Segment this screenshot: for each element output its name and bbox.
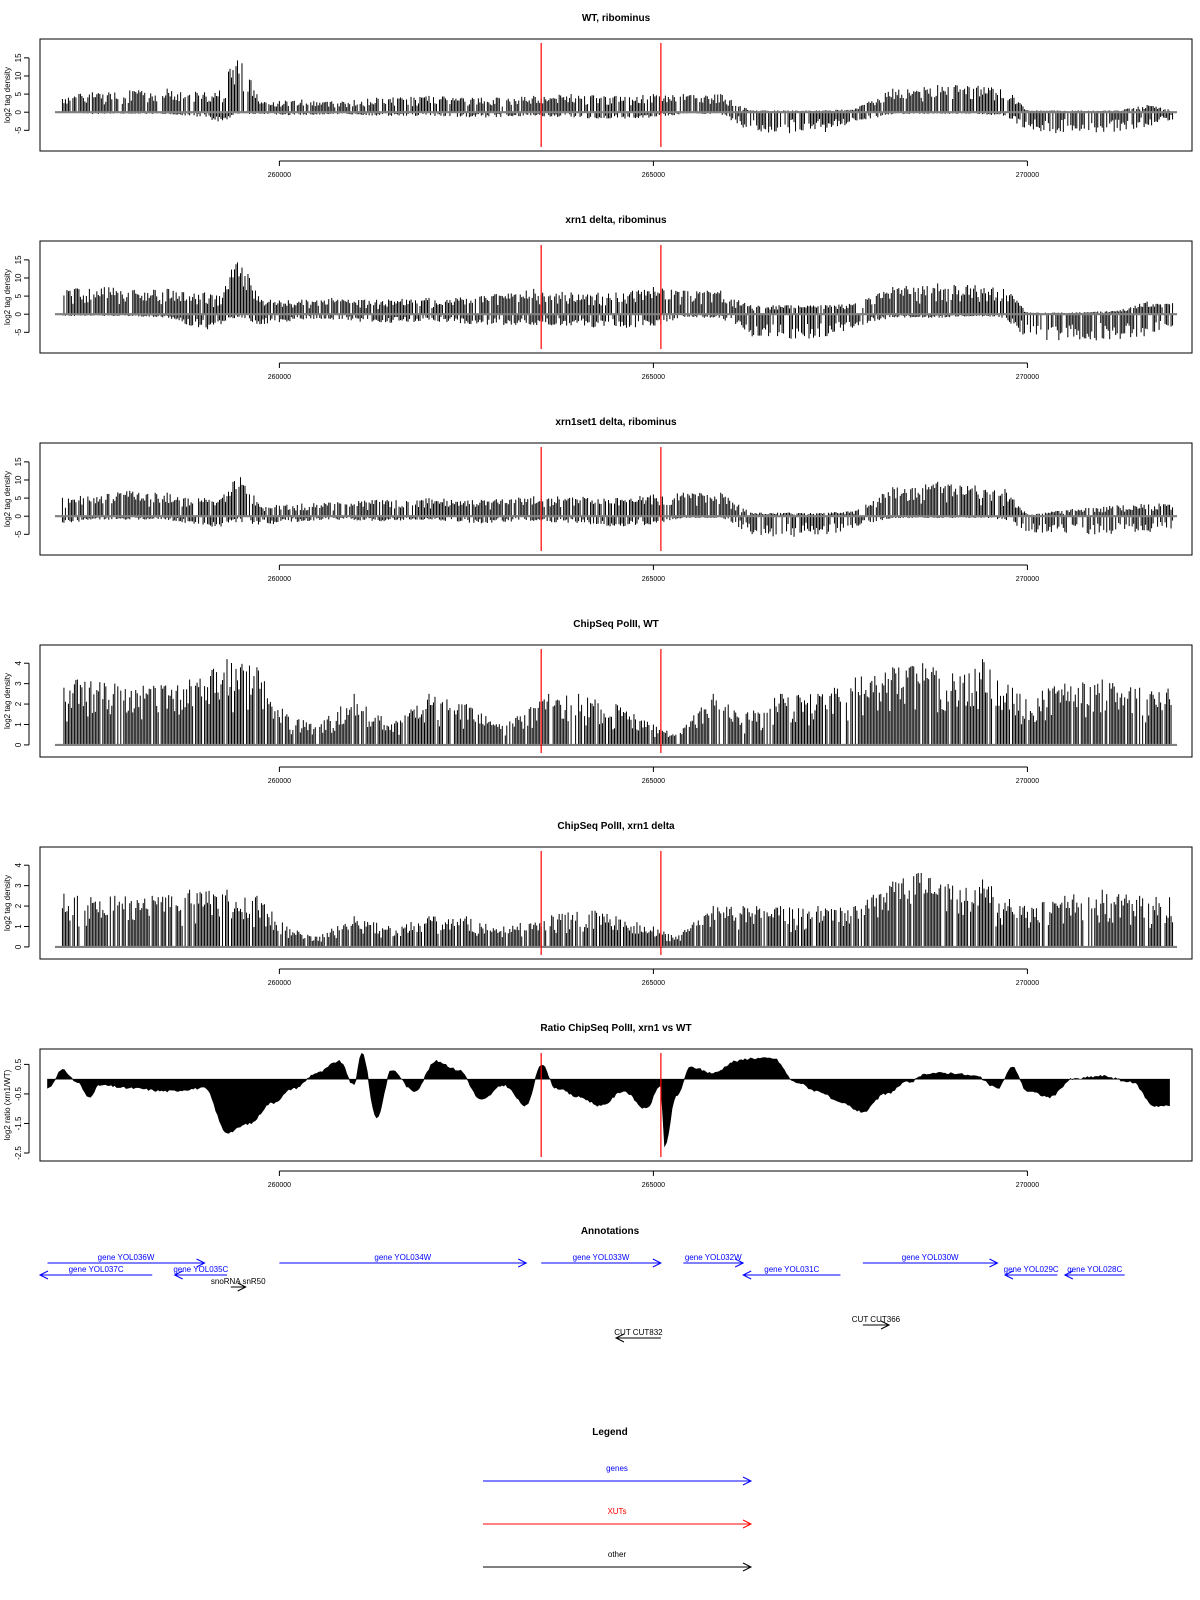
y-tick-label: 10 [14,475,23,485]
y-tick-label: 2 [14,701,23,707]
y-tick-label: 5 [14,293,23,299]
y-tick-label: 5 [14,91,23,97]
chart-title: ChipSeq PolII, WT [573,619,659,630]
y-tick-label: 0 [14,311,23,317]
y-tick-label: 0 [14,109,23,115]
bar-series [62,262,1172,340]
y-tick-label: 5 [14,495,23,501]
x-tick-label: 265000 [641,980,666,987]
y-tick-label: 4 [14,862,23,868]
y-axis-label: log2 tag density [3,672,12,730]
chart-panel [3,821,1192,987]
chart-panel [3,417,1192,583]
data-layer [55,245,1177,349]
track-panels [3,13,1192,1189]
y-axis-label: log2 tag density [3,470,12,528]
x-tick-label: 265000 [641,778,666,785]
y-tick-label: 3 [14,681,23,686]
y-tick-label: 15 [14,255,23,265]
x-tick-label: 270000 [1015,778,1040,785]
y-tick-label: 10 [14,273,23,283]
chart-panel [3,13,1192,179]
chart-panel [3,215,1192,381]
data-layer [55,43,1177,147]
y-tick-label: 0 [14,944,23,950]
y-axis-label: log2 tag density [3,268,12,326]
y-tick-label: 0 [14,513,23,519]
chart-title: xrn1set1 delta, ribominus [555,417,677,428]
y-tick-label: -5 [14,328,23,336]
y-tick-label: 15 [14,457,23,467]
y-tick-label: -5 [14,530,23,538]
bar-series [62,60,1172,133]
y-tick-label: 3 [14,883,23,888]
x-tick-label: 260000 [267,172,292,179]
x-tick-label: 260000 [267,778,292,785]
x-tick-label: 265000 [641,172,666,179]
x-tick-label: 260000 [267,374,292,381]
y-axis-label: log2 tag density [3,66,12,124]
chart-panel [3,619,1192,785]
bar-series [64,659,1171,745]
bar-series [62,477,1172,537]
data-layer [55,447,1177,551]
chart-title: ChipSeq PolII, xrn1 delta [557,821,675,832]
y-tick-label: 10 [14,71,23,81]
x-tick-label: 265000 [641,576,666,583]
data-layer [55,649,1177,753]
data-layer [55,851,1177,955]
x-tick-label: 260000 [267,980,292,987]
x-tick-label: 270000 [1015,374,1040,381]
chart-title: WT, ribominus [581,13,651,24]
x-tick-label: 270000 [1015,172,1040,179]
x-tick-label: 270000 [1015,980,1040,987]
y-tick-label: 2 [14,903,23,909]
y-tick-label: 0 [14,742,23,748]
chart-title: xrn1 delta, ribominus [565,215,667,226]
x-tick-label: 265000 [641,374,666,381]
x-tick-label: 270000 [1015,576,1040,583]
plot-frame [40,39,1192,151]
y-tick-label: 1 [14,924,23,929]
y-tick-label: 1 [14,722,23,727]
bar-series [62,873,1172,947]
y-axis-label: log2 tag density [3,874,12,932]
x-tick-label: 260000 [267,576,292,583]
y-tick-label: -5 [14,126,23,134]
y-tick-label: 4 [14,660,23,666]
y-tick-label: 15 [14,53,23,63]
